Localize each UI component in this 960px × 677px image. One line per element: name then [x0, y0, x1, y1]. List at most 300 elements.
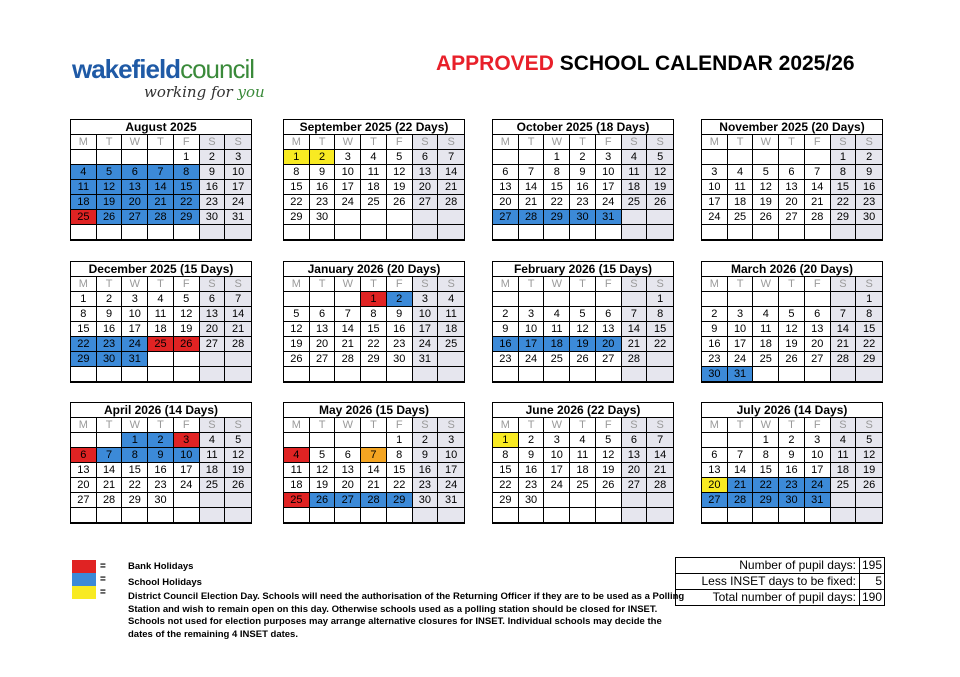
empty-cell — [779, 508, 805, 523]
weekday-header: W — [335, 135, 361, 150]
day-cell: 18 — [71, 195, 97, 210]
day-cell: 13 — [702, 463, 728, 478]
empty-cell — [361, 367, 387, 382]
day-cell: 5 — [310, 448, 336, 463]
day-cell: 31 — [596, 210, 622, 225]
month-day-grid — [71, 418, 251, 523]
day-cell: 5 — [570, 307, 596, 322]
weekday-header: W — [335, 418, 361, 433]
weekday-header: F — [174, 135, 200, 150]
empty-cell — [310, 433, 336, 448]
day-cell: 22 — [361, 337, 387, 352]
day-cell: 19 — [856, 463, 882, 478]
day-cell: 13 — [335, 463, 361, 478]
day-cell: 21 — [225, 322, 251, 337]
logo-wordmark: wakefieldcouncil — [72, 54, 254, 84]
day-cell: 8 — [174, 165, 200, 180]
empty-cell — [71, 367, 97, 382]
day-cell: 8 — [856, 307, 882, 322]
day-cell: 20 — [805, 337, 831, 352]
day-cell: 4 — [148, 292, 174, 307]
empty-cell — [831, 225, 857, 240]
day-cell: 20 — [596, 337, 622, 352]
day-cell: 24 — [702, 210, 728, 225]
empty-cell — [438, 225, 464, 240]
day-cell: 13 — [596, 322, 622, 337]
day-cell: 24 — [413, 337, 439, 352]
day-cell: 7 — [148, 165, 174, 180]
empty-cell — [387, 210, 413, 225]
day-cell: 19 — [284, 337, 310, 352]
empty-cell — [779, 150, 805, 165]
day-cell: 24 — [174, 478, 200, 493]
day-cell: 13 — [413, 165, 439, 180]
day-cell: 17 — [174, 463, 200, 478]
day-cell: 18 — [200, 463, 226, 478]
empty-cell — [596, 508, 622, 523]
day-cell: 1 — [284, 150, 310, 165]
day-cell: 11 — [148, 307, 174, 322]
day-cell: 5 — [596, 433, 622, 448]
day-cell: 25 — [622, 195, 648, 210]
weekday-header: T — [519, 277, 545, 292]
month-calendar — [701, 261, 883, 383]
day-cell: 4 — [622, 150, 648, 165]
day-cell: 23 — [493, 352, 519, 367]
day-cell: 15 — [174, 180, 200, 195]
day-cell: 10 — [519, 322, 545, 337]
day-cell: 31 — [728, 367, 754, 382]
weekday-header: T — [570, 418, 596, 433]
day-cell: 13 — [493, 180, 519, 195]
day-cell: 20 — [310, 337, 336, 352]
day-cell: 6 — [702, 448, 728, 463]
day-cell: 25 — [570, 478, 596, 493]
day-cell: 14 — [438, 165, 464, 180]
day-cell: 31 — [122, 352, 148, 367]
day-cell: 28 — [97, 493, 123, 508]
day-cell: 20 — [493, 195, 519, 210]
day-cell: 15 — [71, 322, 97, 337]
day-cell: 9 — [310, 165, 336, 180]
day-cell: 3 — [413, 292, 439, 307]
empty-cell — [284, 433, 310, 448]
day-cell: 1 — [647, 292, 673, 307]
weekday-header: S — [438, 277, 464, 292]
day-cell: 16 — [519, 463, 545, 478]
empty-cell — [622, 493, 648, 508]
legend-election-label: District Council Election Day. Schools will need the authorisation of the Returning Officer if they are to be used as a Polling Station and wish to remain open on this day. Otherwise schools used as a polling station should be closed for INSET. Schools not used for election purposes may arrange alternative closures for INSET. Individual schools may decide the dates of the remaining 4 INSET dates. — [128, 591, 685, 640]
empty-cell — [335, 367, 361, 382]
day-cell: 29 — [831, 210, 857, 225]
day-cell: 18 — [544, 337, 570, 352]
day-cell: 10 — [335, 165, 361, 180]
day-cell: 19 — [225, 463, 251, 478]
day-cell: 28 — [361, 493, 387, 508]
weekday-header: S — [622, 277, 648, 292]
day-cell: 9 — [570, 165, 596, 180]
empty-cell — [335, 210, 361, 225]
weekday-header: M — [702, 135, 728, 150]
month-title: November 2025 (20 Days) — [702, 120, 882, 135]
day-cell: 4 — [831, 433, 857, 448]
day-cell: 17 — [122, 322, 148, 337]
day-cell: 12 — [225, 448, 251, 463]
weekday-header: M — [284, 418, 310, 433]
empty-cell — [622, 508, 648, 523]
empty-cell — [148, 150, 174, 165]
month-calendar — [701, 119, 883, 241]
day-cell: 11 — [200, 448, 226, 463]
weekday-header: T — [361, 277, 387, 292]
day-cell: 18 — [831, 463, 857, 478]
weekday-header: T — [310, 418, 336, 433]
day-cell: 4 — [544, 307, 570, 322]
weekday-header: F — [174, 277, 200, 292]
day-cell: 25 — [148, 337, 174, 352]
weekday-header: S — [413, 418, 439, 433]
day-cell: 14 — [622, 322, 648, 337]
day-cell: 2 — [856, 150, 882, 165]
day-cell: 26 — [596, 478, 622, 493]
day-cell: 29 — [856, 352, 882, 367]
day-cell: 7 — [361, 448, 387, 463]
weekday-header: W — [753, 418, 779, 433]
empty-cell — [728, 433, 754, 448]
day-cell: 23 — [310, 195, 336, 210]
day-cell: 19 — [753, 195, 779, 210]
day-cell: 3 — [702, 165, 728, 180]
stat-row — [676, 558, 884, 574]
day-cell: 15 — [493, 463, 519, 478]
weekday-header: S — [200, 277, 226, 292]
day-cell: 14 — [225, 307, 251, 322]
title-highlight: APPROVED — [436, 52, 554, 75]
day-cell: 2 — [493, 307, 519, 322]
day-cell: 23 — [702, 352, 728, 367]
day-cell: 6 — [310, 307, 336, 322]
day-cell: 20 — [200, 322, 226, 337]
day-cell: 27 — [622, 478, 648, 493]
day-cell: 20 — [335, 478, 361, 493]
day-cell: 15 — [831, 180, 857, 195]
page-title — [436, 52, 855, 76]
day-cell: 24 — [122, 337, 148, 352]
empty-cell — [647, 367, 673, 382]
empty-cell — [753, 508, 779, 523]
empty-cell — [122, 367, 148, 382]
month-day-grid — [71, 135, 251, 240]
day-cell: 3 — [519, 307, 545, 322]
day-cell: 11 — [361, 165, 387, 180]
day-cell: 30 — [200, 210, 226, 225]
weekday-header: W — [544, 135, 570, 150]
month-day-grid — [284, 418, 464, 523]
legend-eq-2: = — [100, 574, 106, 585]
day-cell: 1 — [856, 292, 882, 307]
day-cell: 29 — [174, 210, 200, 225]
empty-cell — [493, 367, 519, 382]
weekday-header: S — [225, 418, 251, 433]
day-cell: 16 — [97, 322, 123, 337]
day-cell: 3 — [596, 150, 622, 165]
day-cell: 28 — [647, 478, 673, 493]
empty-cell — [570, 225, 596, 240]
stat-row — [676, 590, 884, 605]
weekday-header: F — [805, 277, 831, 292]
empty-cell — [225, 367, 251, 382]
day-cell: 4 — [200, 433, 226, 448]
empty-cell — [519, 367, 545, 382]
empty-cell — [728, 292, 754, 307]
day-cell: 21 — [831, 337, 857, 352]
day-cell: 10 — [225, 165, 251, 180]
empty-cell — [622, 210, 648, 225]
weekday-header: S — [622, 418, 648, 433]
weekday-header: S — [831, 418, 857, 433]
day-cell: 15 — [122, 463, 148, 478]
day-cell: 5 — [647, 150, 673, 165]
day-cell: 24 — [728, 352, 754, 367]
day-cell: 18 — [570, 463, 596, 478]
month-calendar — [492, 261, 674, 383]
weekday-header: W — [122, 418, 148, 433]
day-cell: 14 — [519, 180, 545, 195]
day-cell: 22 — [753, 478, 779, 493]
empty-cell — [702, 292, 728, 307]
weekday-header: F — [387, 277, 413, 292]
empty-cell — [544, 292, 570, 307]
day-cell: 27 — [493, 210, 519, 225]
empty-cell — [225, 352, 251, 367]
day-cell: 16 — [413, 463, 439, 478]
day-cell: 15 — [284, 180, 310, 195]
day-cell: 10 — [413, 307, 439, 322]
day-cell: 10 — [438, 448, 464, 463]
day-cell: 30 — [519, 493, 545, 508]
stat-value: 5 — [875, 574, 882, 588]
day-cell: 18 — [753, 337, 779, 352]
stat-row — [676, 574, 884, 590]
empty-cell — [413, 225, 439, 240]
day-cell: 10 — [122, 307, 148, 322]
day-cell: 7 — [438, 150, 464, 165]
day-cell: 1 — [493, 433, 519, 448]
day-cell: 19 — [174, 322, 200, 337]
day-cell: 1 — [387, 433, 413, 448]
empty-cell — [728, 225, 754, 240]
day-cell: 21 — [647, 463, 673, 478]
legend-bank-label: Bank Holidays — [128, 561, 194, 572]
day-cell: 17 — [335, 180, 361, 195]
empty-cell — [753, 225, 779, 240]
empty-cell — [753, 367, 779, 382]
day-cell: 21 — [438, 180, 464, 195]
empty-cell — [284, 225, 310, 240]
day-cell: 8 — [831, 165, 857, 180]
pupil-days-table — [675, 557, 885, 606]
day-cell: 17 — [596, 180, 622, 195]
empty-cell — [779, 367, 805, 382]
day-cell: 8 — [544, 165, 570, 180]
weekday-header: F — [387, 418, 413, 433]
day-cell: 25 — [200, 478, 226, 493]
day-cell: 8 — [753, 448, 779, 463]
day-cell: 20 — [779, 195, 805, 210]
day-cell: 25 — [71, 210, 97, 225]
day-cell: 14 — [728, 463, 754, 478]
empty-cell — [856, 225, 882, 240]
day-cell: 27 — [310, 352, 336, 367]
weekday-header: M — [71, 277, 97, 292]
weekday-header: M — [284, 135, 310, 150]
weekday-header: W — [753, 135, 779, 150]
weekday-header: T — [148, 277, 174, 292]
day-cell: 28 — [831, 352, 857, 367]
empty-cell — [728, 508, 754, 523]
day-cell: 17 — [413, 322, 439, 337]
day-cell: 6 — [413, 150, 439, 165]
month-calendar — [701, 402, 883, 524]
empty-cell — [493, 292, 519, 307]
empty-cell — [438, 352, 464, 367]
day-cell: 28 — [728, 493, 754, 508]
weekday-header: M — [493, 135, 519, 150]
day-cell: 6 — [71, 448, 97, 463]
empty-cell — [831, 367, 857, 382]
day-cell: 25 — [728, 210, 754, 225]
day-cell: 8 — [647, 307, 673, 322]
day-cell: 26 — [225, 478, 251, 493]
weekday-header: F — [596, 418, 622, 433]
day-cell: 19 — [647, 180, 673, 195]
empty-cell — [728, 150, 754, 165]
day-cell: 16 — [387, 322, 413, 337]
day-cell: 2 — [702, 307, 728, 322]
empty-cell — [148, 508, 174, 523]
day-cell: 16 — [702, 337, 728, 352]
empty-cell — [596, 493, 622, 508]
day-cell: 30 — [570, 210, 596, 225]
month-calendar — [70, 119, 252, 241]
day-cell: 2 — [148, 433, 174, 448]
day-cell: 5 — [225, 433, 251, 448]
day-cell: 5 — [856, 433, 882, 448]
day-cell: 22 — [831, 195, 857, 210]
day-cell: 19 — [779, 337, 805, 352]
month-day-grid — [493, 418, 673, 523]
empty-cell — [361, 508, 387, 523]
weekday-header: M — [71, 135, 97, 150]
day-cell: 8 — [361, 307, 387, 322]
day-cell: 12 — [310, 463, 336, 478]
empty-cell — [284, 367, 310, 382]
empty-cell — [225, 225, 251, 240]
weekday-header: T — [728, 418, 754, 433]
day-cell: 3 — [728, 307, 754, 322]
empty-cell — [174, 367, 200, 382]
day-cell: 14 — [148, 180, 174, 195]
day-cell: 1 — [174, 150, 200, 165]
day-cell: 15 — [544, 180, 570, 195]
day-cell: 26 — [310, 493, 336, 508]
empty-cell — [122, 508, 148, 523]
day-cell: 5 — [174, 292, 200, 307]
empty-cell — [387, 508, 413, 523]
day-cell: 24 — [596, 195, 622, 210]
day-cell: 23 — [148, 478, 174, 493]
empty-cell — [200, 367, 226, 382]
day-cell: 7 — [647, 433, 673, 448]
day-cell: 11 — [753, 322, 779, 337]
day-cell: 11 — [284, 463, 310, 478]
month-calendar — [283, 402, 465, 524]
empty-cell — [200, 225, 226, 240]
empty-cell — [148, 367, 174, 382]
day-cell: 2 — [200, 150, 226, 165]
empty-cell — [544, 508, 570, 523]
day-cell: 27 — [596, 352, 622, 367]
empty-cell — [570, 292, 596, 307]
empty-cell — [753, 150, 779, 165]
day-cell: 23 — [570, 195, 596, 210]
month-title: December 2025 (15 Days) — [71, 262, 251, 277]
day-cell: 23 — [387, 337, 413, 352]
day-cell: 1 — [71, 292, 97, 307]
day-cell: 19 — [97, 195, 123, 210]
day-cell: 22 — [647, 337, 673, 352]
day-cell: 27 — [71, 493, 97, 508]
day-cell: 6 — [122, 165, 148, 180]
day-cell: 19 — [310, 478, 336, 493]
day-cell: 27 — [805, 352, 831, 367]
day-cell: 27 — [200, 337, 226, 352]
empty-cell — [174, 225, 200, 240]
empty-cell — [310, 292, 336, 307]
empty-cell — [225, 508, 251, 523]
day-cell: 12 — [387, 165, 413, 180]
weekday-header: S — [438, 135, 464, 150]
day-cell: 16 — [570, 180, 596, 195]
empty-cell — [174, 508, 200, 523]
empty-cell — [519, 292, 545, 307]
day-cell: 11 — [831, 448, 857, 463]
weekday-header: M — [702, 418, 728, 433]
month-day-grid — [284, 135, 464, 240]
day-cell: 14 — [831, 322, 857, 337]
day-cell: 3 — [174, 433, 200, 448]
day-cell: 22 — [544, 195, 570, 210]
day-cell: 13 — [779, 180, 805, 195]
day-cell: 26 — [779, 352, 805, 367]
weekday-header: T — [361, 418, 387, 433]
empty-cell — [284, 292, 310, 307]
weekday-header: T — [570, 277, 596, 292]
empty-cell — [622, 292, 648, 307]
weekday-header: S — [856, 135, 882, 150]
weekday-header: T — [570, 135, 596, 150]
month-day-grid — [493, 277, 673, 382]
day-cell: 11 — [570, 448, 596, 463]
day-cell: 4 — [284, 448, 310, 463]
weekday-header: T — [519, 135, 545, 150]
day-cell: 13 — [805, 322, 831, 337]
day-cell: 25 — [361, 195, 387, 210]
day-cell: 10 — [728, 322, 754, 337]
weekday-header: T — [519, 418, 545, 433]
weekday-header: W — [335, 277, 361, 292]
day-cell: 8 — [284, 165, 310, 180]
